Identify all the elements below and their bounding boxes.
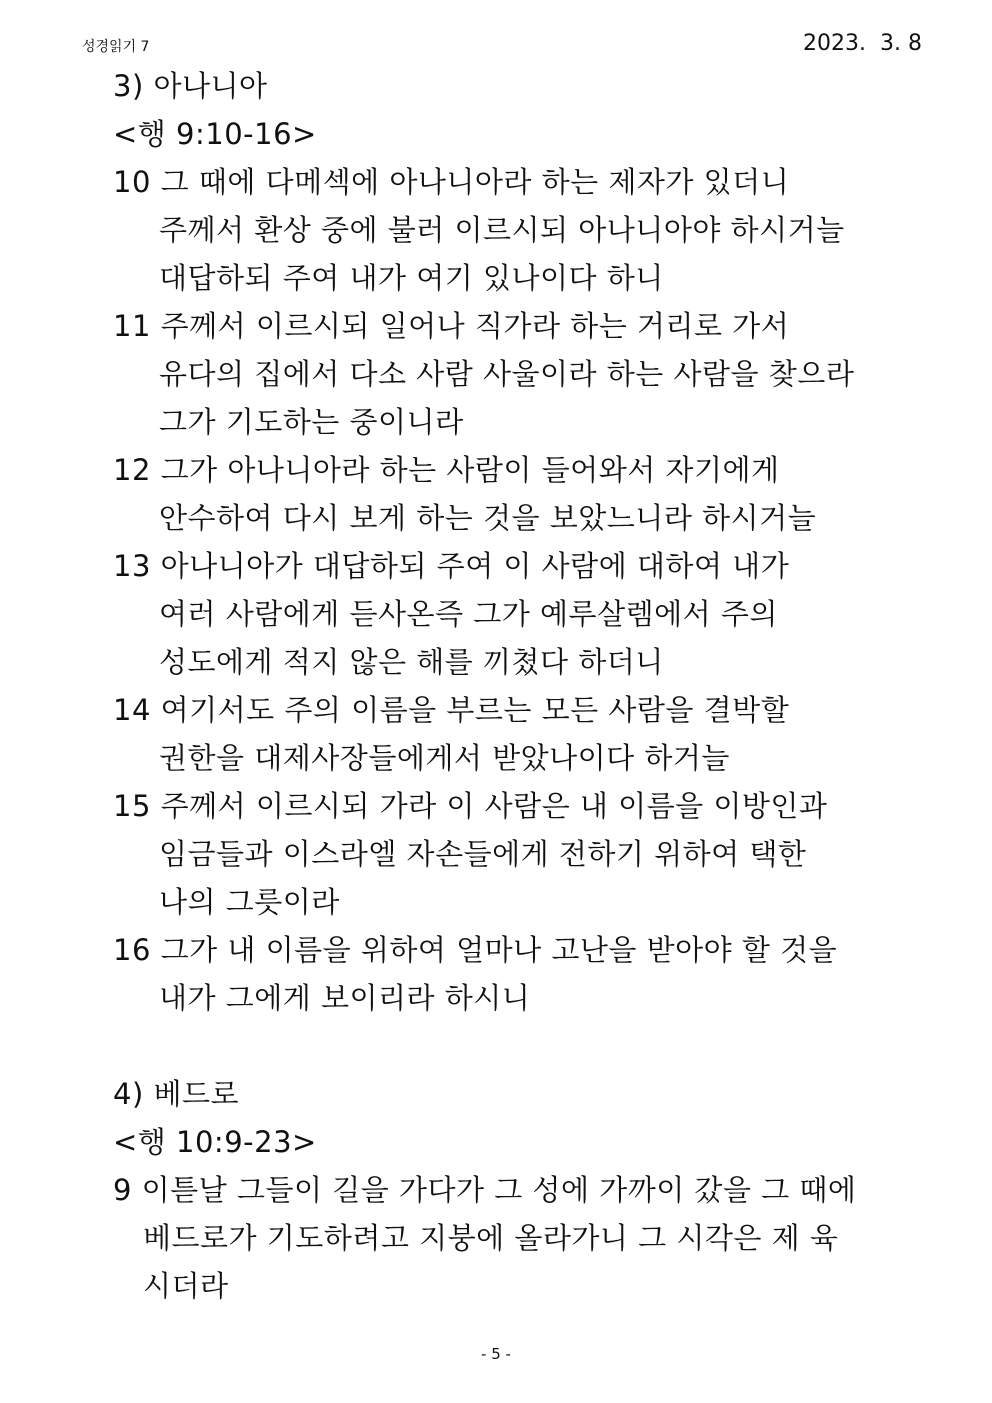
verse-line: 16 그가 내 이름을 위하여 얼마나 고난을 받아야 할 것을: [113, 933, 838, 967]
verse-line: 내가 그에게 보이리라 하시니: [159, 981, 531, 1015]
document-title: 성경읽기 7: [82, 39, 150, 55]
verse-line: 9 이튿날 그들이 길을 가다가 그 성에 가까이 갔을 그 때에: [113, 1173, 857, 1207]
document-date: 2023. 3. 8: [803, 31, 922, 56]
verse-line: 그가 기도하는 중이니라: [159, 405, 464, 439]
verse-line: 유다의 집에서 다소 사람 사울이라 하는 사람을 찾으라: [159, 357, 855, 391]
verse-line: 대답하되 주여 내가 여기 있나이다 하니: [159, 261, 664, 295]
verse-line: 10 그 때에 다메섹에 아나니아라 하는 제자가 있더니: [113, 165, 790, 199]
verse-line: 여러 사람에게 듣사온즉 그가 예루살렘에서 주의: [159, 597, 778, 631]
scripture-reference: <행 10:9-23>: [113, 1125, 317, 1159]
section-heading: 3) 아나니아: [113, 69, 268, 103]
verse-line: 임금들과 이스라엘 자손들에게 전하기 위하여 택한: [159, 837, 807, 871]
verse-line: 시더라: [143, 1269, 229, 1303]
verse-line: 나의 그릇이라: [159, 885, 340, 919]
verse-line: 15 주께서 이르시되 가라 이 사람은 내 이름을 이방인과: [113, 789, 828, 823]
verse-line: 12 그가 아나니아라 하는 사람이 들어와서 자기에게: [113, 453, 780, 487]
verse-line: 주께서 환상 중에 불러 이르시되 아나니아야 하시거늘: [159, 213, 845, 247]
verse-line: 성도에게 적지 않은 해를 끼쳤다 하더니: [159, 645, 664, 679]
verse-line: 13 아나니아가 대답하되 주여 이 사람에 대하여 내가: [113, 549, 790, 583]
verse-line: 권한을 대제사장들에게서 받았나이다 하거늘: [159, 741, 730, 775]
verse-line: 11 주께서 이르시되 일어나 직가라 하는 거리로 가서: [113, 309, 790, 343]
verse-line: 안수하여 다시 보게 하는 것을 보았느니라 하시거늘: [159, 501, 817, 535]
section-heading: 4) 베드로: [113, 1077, 240, 1111]
verse-line: 14 여기서도 주의 이름을 부르는 모든 사람을 결박할: [113, 693, 790, 727]
verse-line: 베드로가 기도하려고 지붕에 올라가니 그 시각은 제 육: [143, 1221, 839, 1255]
scripture-reference: <행 9:10-16>: [113, 117, 317, 151]
page-number: - 5 -: [481, 1345, 511, 1363]
